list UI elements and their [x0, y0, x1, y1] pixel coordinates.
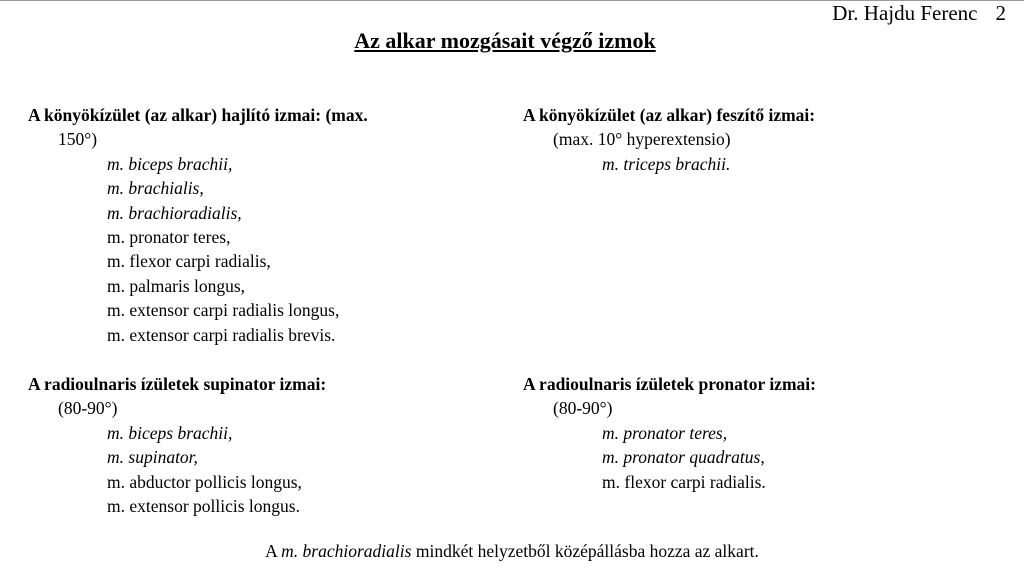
muscle-name: pronator quadratus, — [623, 447, 765, 468]
muscle-list — [523, 421, 816, 494]
muscle-name: pronator teres, — [129, 227, 231, 248]
muscle-list — [523, 152, 815, 176]
muscle-name: flexor carpi radialis, — [129, 251, 271, 272]
section-range: (80-90°) — [553, 398, 613, 419]
muscle-name: extensor carpi radialis longus, — [129, 300, 340, 321]
muscle-prefix: m. — [602, 447, 624, 468]
section-heading: A könyökízület (az alkar) hajlító izmai: (max. — [28, 105, 368, 125]
muscle-name: abductor pollicis longus, — [129, 471, 302, 492]
muscle-item — [107, 274, 368, 298]
muscle-prefix: m. — [107, 153, 129, 174]
muscle-item — [107, 494, 326, 518]
section-heading: A radioulnaris ízületek pronator izmai: — [523, 374, 816, 394]
section-pronators — [523, 372, 816, 494]
muscle-item — [107, 470, 326, 494]
footer-note — [0, 539, 1024, 563]
muscle-name: extensor carpi radialis brevis. — [129, 324, 336, 345]
muscle-prefix: m. — [107, 275, 130, 296]
muscle-name: brachioradialis, — [128, 202, 242, 223]
page-header — [832, 0, 1006, 26]
muscle-item — [107, 421, 326, 445]
section-heading: A könyökízület (az alkar) feszítő izmai: — [523, 105, 816, 125]
section-supinators — [28, 372, 326, 518]
muscle-name: flexor carpi radialis. — [624, 471, 766, 492]
muscle-prefix: m. — [107, 471, 130, 492]
muscle-item — [602, 445, 816, 469]
muscle-name: pronator teres, — [623, 422, 728, 443]
muscle-item — [107, 323, 368, 347]
section-range: (80-90°) — [58, 398, 118, 419]
muscle-item — [107, 176, 368, 200]
muscle-name: palmaris longus, — [129, 275, 246, 296]
section-elbow-flexors — [28, 103, 368, 347]
muscle-list — [28, 152, 368, 347]
section-range: 150°) — [58, 129, 98, 150]
muscle-prefix: m. — [602, 471, 625, 492]
muscle-name: extensor pollicis longus. — [129, 496, 300, 517]
muscle-name: brachialis, — [128, 178, 204, 199]
footer-text-after: mindkét helyzetből középállásba hozza az alkart. — [411, 541, 759, 561]
muscle-prefix: m. — [107, 324, 130, 345]
muscle-name: biceps brachii, — [128, 153, 233, 174]
muscle-item — [107, 445, 326, 469]
footer-text-before: A — [265, 541, 282, 561]
muscle-name: triceps brachii. — [623, 153, 731, 174]
muscle-prefix: m. — [107, 300, 130, 321]
page-title: Az alkar mozgásait végző izmok — [354, 28, 656, 53]
muscle-prefix: m. — [107, 422, 129, 443]
footer-emphasis: m. brachioradialis — [281, 541, 412, 561]
muscle-prefix: m. — [107, 202, 129, 223]
muscle-item — [107, 249, 368, 273]
muscle-prefix: m. — [107, 447, 129, 468]
muscle-item — [602, 152, 815, 176]
muscle-prefix: m. — [107, 496, 130, 517]
muscle-item — [107, 225, 368, 249]
section-elbow-extensors — [523, 103, 815, 176]
muscle-item — [107, 298, 368, 322]
page-number: 2 — [995, 1, 1006, 25]
muscle-prefix: m. — [107, 227, 130, 248]
muscle-prefix: m. — [107, 178, 129, 199]
muscle-name: biceps brachii, — [128, 422, 233, 443]
muscle-prefix: m. — [602, 422, 624, 443]
muscle-prefix: m. — [107, 251, 130, 272]
author-name: Dr. Hajdu Ferenc — [832, 1, 978, 25]
muscle-item — [602, 470, 816, 494]
muscle-item — [107, 152, 368, 176]
muscle-item — [107, 201, 368, 225]
section-heading: A radioulnaris ízületek supinator izmai: — [28, 374, 327, 394]
section-range: (max. 10° hyperextensio) — [553, 129, 731, 150]
muscle-item — [602, 421, 816, 445]
muscle-prefix: m. — [602, 153, 624, 174]
muscle-list — [28, 421, 326, 519]
muscle-name: supinator, — [128, 447, 198, 468]
